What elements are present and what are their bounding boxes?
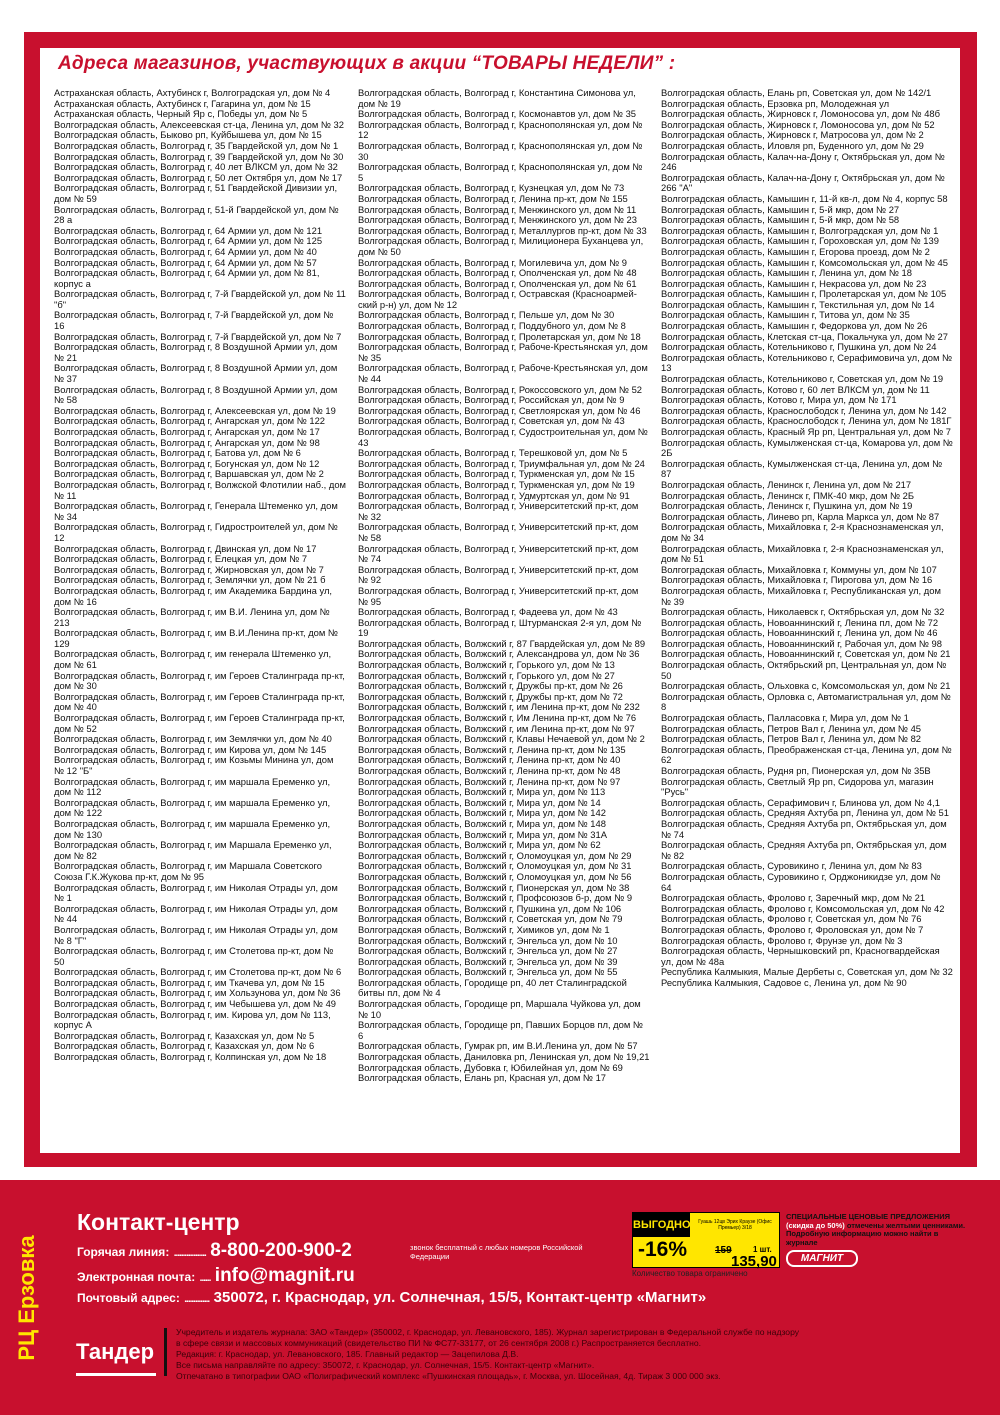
address-item: Волгоградская область, Волгоград г, Кузнецкая ул, дом № 73 <box>358 182 625 194</box>
address-item: Волгоградская область, Волгоград г, Университетский пр-кт, дом № 95 <box>358 584 639 607</box>
address-item: Волгоградская область, Суровикино г, Орджоникидзе ул, дом № 64 <box>661 870 941 893</box>
address-item: Волгоградская область, Михайловка г, 2-я Краснознаменская ул, дом № 51 <box>661 542 944 565</box>
address-item: Астраханская область, Ахтубинск г, Волгоградская ул, дом № 4 <box>54 87 331 98</box>
address-item: Волгоградская область, Волгоград г, Батова ул, дом № 6 <box>54 447 301 459</box>
address-item: Волгоградская область, Елань рп, Советская ул, дом № 142/1 <box>661 87 932 98</box>
address-item: Волгоградская область, Волгоград г, Туркменская ул, дом № 19 <box>358 478 635 490</box>
address-item: Волгоградская область, Новоаннинский г, Ленина ул, дом № 46 <box>661 627 938 639</box>
promo-text <box>786 1213 971 1247</box>
address-item: Волгоградская область, Камышин г, 5-й мкр, дом № 58 <box>661 214 900 226</box>
address-item: Волгоградская область, Волгоград г, им Героев Сталинграда пр-кт, дом № 52 <box>54 712 345 734</box>
address-item: Волгоградская область, Волгоград г, Казахская ул, дом № 6 <box>54 1040 315 1052</box>
address-item: Волгоградская область, Волгоград г, Жирновская ул, дом № 7 <box>54 563 324 575</box>
tag-label: ВЫГОДНО <box>633 1213 690 1237</box>
address-item: Волгоградская область, Волгоград г, Двинская ул, дом № 17 <box>54 542 317 554</box>
divider <box>164 1328 167 1376</box>
tag-product: Гуашь 12цв Эрих Краузе (Офис Премьер) 3/18 <box>698 1219 772 1231</box>
address-item: Волгоградская область, Волжский г, Мира ул, дом № 142 <box>358 807 606 819</box>
hotline-number[interactable]: 8-800-200-900-2 <box>210 1240 352 1261</box>
address-item: Волгоградская область, Волгоград г, им Хользунова ул, дом № 36 <box>54 987 341 999</box>
address-item: Волгоградская область, Краснослободск г, Ленина ул, дом № 181Г <box>661 415 952 427</box>
address-item: Волгоградская область, Волгоград г, Алексеевская ул, дом № 19 <box>54 404 336 416</box>
address-item: Волгоградская область, Волгоград г, Фадеева ул, дом № 43 <box>358 606 618 618</box>
address-item: Волгоградская область, Волгоград г, Университетский пр-кт, дом № 58 <box>358 521 639 543</box>
address-item: Волгоградская область, Волгоград г, 64 Армии ул, дом № 40 <box>54 245 317 257</box>
address-item: Волгоградская область, Волгоград г, Константина Симонова ул, дом № 19 <box>358 87 636 109</box>
address-item: Волгоградская область, Волжский г, Оломоуцкая ул, дом № 31 <box>358 860 632 872</box>
address-item: Волгоградская область, Волгоград г, 50 лет Октября ул, дом № 17 <box>54 171 343 183</box>
address-item: Волгоградская область, Волгоград г, им маршала Еременко ул, дом № 112 <box>54 775 331 798</box>
address-item: Волгоградская область, Средняя Ахтуба рп, Октябрьская ул, дом № 74 <box>661 817 947 840</box>
address-item: Волгоградская область, Кумылженская ст-ца, Комарова ул, дом № 2Б <box>661 436 953 459</box>
address-item: Волгоградская область, Волгоград г, им В.И. Ленина ул, дом № 213 <box>54 606 330 628</box>
email-row <box>77 1265 355 1287</box>
leader-dots: ...... <box>199 1273 211 1284</box>
address-item: Волгоградская область, Михайловка г, Пирогова ул, дом № 16 <box>661 574 933 586</box>
address-item: Волгоградская область, Жирновск г, Ломоносова ул, дом № 52 <box>661 118 935 130</box>
address-item: Волгоградская область, Алексеевская ст-ца, Ленина ул, дом № 32 <box>54 118 344 130</box>
address-item: Волгоградская область, Волгоград г, им Николая Отрады ул, дом № 8 "Г" <box>54 923 338 946</box>
address-item: Волгоградская область, Волжский г, Мира ул, дом № 113 <box>358 786 606 798</box>
address-item: Волгоградская область, Михайловка г, 2-я Краснознаменская ул, дом № 34 <box>661 521 944 543</box>
address-item: Волгоградская область, Петров Вал г, Ленина ул, дом № 82 <box>661 733 922 745</box>
address-item: Волгоградская область, Волгоград г, 40 лет ВЛКСМ ул, дом № 32 <box>54 161 338 173</box>
page-title: Адреса магазинов, участвующих в акции “ТОВАРЫ НЕДЕЛИ” : <box>58 53 676 74</box>
address-item: Волгоградская область, Волгоград г, Волжской Флотилии наб., дом № 11 <box>54 478 346 501</box>
address-item: Волгоградская область, Ленинск г, ПМК-40 мкр, дом № 2Б <box>661 489 915 501</box>
address-item: Волгоградская область, Волжский г, Мира ул, дом № 148 <box>358 817 606 829</box>
address-item: Волгоградская область, Волгоград г, Туркменская ул, дом № 15 <box>358 468 635 480</box>
address-item: Волгоградская область, Клетская ст-ца, Покальчука ул, дом № 27 <box>661 330 948 342</box>
address-item: Волгоградская область, Палласовка г, Мира ул, дом № 1 <box>661 712 909 724</box>
address-item: Волгоградская область, Котельниково г, Пушкина ул, дом № 24 <box>661 341 937 353</box>
address-item: Волгоградская область, Камышин г, Титова ул, дом № 35 <box>661 309 910 321</box>
address-item: Волгоградская область, Николаевск г, Октябрьская ул, дом № 32 <box>661 606 945 618</box>
promo-highlight: (скидка до 50%) <box>786 1220 845 1230</box>
address-item: Волгоградская область, Фролово г, Заречный мкр, дом № 21 <box>661 892 926 904</box>
address-item: Волгоградская область, Волгоград г, Рабоче-Крестьянская ул, дом № 44 <box>358 362 648 385</box>
address-item: Волгоградская область, Волгоград г, Штурманская 2-я ул, дом № 19 <box>358 616 642 639</box>
address-item: Волгоградская область, Волжский г, Пионерская ул, дом № 38 <box>358 881 630 893</box>
address-item: Волгоградская область, Жирновск г, Ломоносова ул, дом № 48б <box>661 108 941 120</box>
address-item: Волгоградская область, Волгоград г, им. Кирова ул, дом № 113, корпус А <box>54 1008 331 1031</box>
address-item: Волгоградская область, Волгоград г, им Ткачева ул, дом № 15 <box>54 976 325 988</box>
address-item: Волгоградская область, Калач-на-Дону г, Октябрьская ул, дом № 266 "А" <box>661 171 945 194</box>
address-item: Волгоградская область, Ерзовка рп, Молодежная ул <box>661 97 890 109</box>
address-item: Волгоградская область, Волгоград г, им Героев Сталинграда пр-кт, дом № 30 <box>54 669 345 692</box>
hotline-note: звонок бесплатный с любых номеров Российской Федерации <box>410 1243 583 1261</box>
address-item: Волгоградская область, Котельниково г, Советская ул, дом № 19 <box>661 373 944 385</box>
address-item: Волгоградская область, Городище рп, Маршала Чуйкова ул, дом № 10 <box>358 998 641 1020</box>
contact-center-title: Контакт-центр <box>77 1209 240 1235</box>
leader-dots: .............. <box>184 1294 210 1305</box>
magnit-logo: МАГНИТ <box>786 1250 858 1267</box>
address-item: Волгоградская область, Волжский г, Оломоуцкая ул, дом № 56 <box>358 870 632 882</box>
email-label: Электронная почта: <box>77 1270 196 1284</box>
address-item: Волгоградская область, Камышин г, Текстильная ул, дом № 14 <box>661 298 935 310</box>
address-item: Волгоградская область, Волгоград г, Краснополянская ул, дом № 12 <box>358 118 643 141</box>
address-item: Волгоградская область, Волгоград г, им Маршала Советского Союза Г.К.Жукова пр-кт, дом № 95 <box>54 860 322 882</box>
address-item: Волгоградская область, Гумрак рп, им В.И.Ленина ул, дом № 57 <box>358 1040 638 1052</box>
address-item: Волгоградская область, Волгоград г, Удмуртская ул, дом № 91 <box>358 489 630 501</box>
promo-body: отмечены желтыми ценниками. Подробную информацию можно найти в журнале <box>786 1220 966 1247</box>
address-item: Волгоградская область, Быково рп, Куйбышева ул, дом № 15 <box>54 129 322 141</box>
address-item: Волгоградская область, Волгоград г, 7-й Гвардейской ул, дом № 7 <box>54 330 342 342</box>
address-item: Волгоградская область, Волжский г, Мира ул, дом № 31А <box>358 828 607 840</box>
address-item: Волгоградская область, Волгоград г, Милиционера Буханцева ул, дом № 50 <box>358 235 644 257</box>
address-item: Волгоградская область, Волгоград г, им Козьмы Минина ул, дом № 12 "Б" <box>54 754 334 776</box>
address-item: Волгоградская область, Волгоград г, им Столетова пр-кт, дом № 50 <box>54 945 334 967</box>
address-item: Волгоградская область, Волжский г, Оломоуцкая ул, дом № 29 <box>358 849 632 861</box>
address-item: Волгоградская область, Камышин г, Некрасова ул, дом № 23 <box>661 277 927 289</box>
tag-discount: -16% <box>637 1238 688 1261</box>
address-item: Волгоградская область, Волгоград г, Менжинского ул, дом № 23 <box>358 214 637 226</box>
address-item: Волгоградская область, Волжский г, им Ленина пр-кт, дом № 97 <box>358 722 635 734</box>
address-item: Волгоградская область, Калач-на-Дону г, Октябрьская ул, дом № 246 <box>661 150 945 173</box>
address-item: Волгоградская область, Дубовка г, Юбилейная ул, дом № 69 <box>358 1061 623 1073</box>
address-item: Волгоградская область, Волгоград г, Советская ул, дом № 43 <box>358 415 625 427</box>
address-item: Волгоградская область, Волгоград г, Судостроительная ул, дом № 43 <box>358 426 648 448</box>
address-item: Волгоградская область, Ленинск г, Пушкина ул, дом № 19 <box>661 500 913 512</box>
address-item: Волгоградская область, Волжский г, Энгельса ул, дом № 27 <box>358 945 618 957</box>
address-item: Волгоградская область, Камышин г, Егорова проезд, дом № 2 <box>661 245 930 257</box>
address-item: Волгоградская область, Волгоград г, им Героев Сталинграда пр-кт, дом № 40 <box>54 690 345 713</box>
address-item: Волгоградская область, Волжский г, Энгельса ул, дом № 55 <box>358 966 618 978</box>
hotline-label: Горячая линия: <box>77 1245 170 1259</box>
address-item: Волгоградская область, Волгоград г, им Кирова ул, дом № 145 <box>54 743 327 755</box>
address-item: Астраханская область, Ахтубинск г, Гагарина ул, дом № 15 <box>54 97 311 109</box>
tag-old-price: 159 <box>715 1245 732 1256</box>
address-column-3 <box>661 88 953 988</box>
address-item: Волгоградская область, Средняя Ахтуба рп, Ленина ул, дом № 51 <box>661 807 949 819</box>
address-item: Волгоградская область, Волжский г, им Ленина пр-кт, дом № 232 <box>358 701 640 713</box>
address-item: Волгоградская область, Камышин г, 5-й мкр, дом № 27 <box>661 203 900 215</box>
address-item: Волгоградская область, Чернышковский рп, Красногвардейская ул, дом № 48а <box>661 945 940 967</box>
address-item: Волгоградская область, Волжский г, Им Ленина пр-кт, дом № 76 <box>358 712 637 724</box>
address-item: Волгоградская область, Волжский г, Энгельса ул, дом № 10 <box>358 934 618 946</box>
address-item: Волгоградская область, Камышин г, Гороховская ул, дом № 139 <box>661 235 939 247</box>
address-item: Волгоградская область, Волгоград г, Университетский пр-кт, дом № 92 <box>358 563 639 586</box>
address-item: Волгоградская область, Камышин г, Комсомольская ул, дом № 45 <box>661 256 948 268</box>
address-item: Волгоградская область, Красный Яр рп, Центральная ул, дом № 7 <box>661 426 951 437</box>
address-item: Волгоградская область, Орловка с, Автомагистральная ул, дом № 8 <box>661 690 951 713</box>
address-item: Волгоградская область, Волжский г, Горького ул, дом № 27 <box>358 669 615 681</box>
address-item: Волгоградская область, Ольховка с, Комсомольская ул, дом № 21 <box>661 680 951 692</box>
address-item: Волгоградская область, Волжский г, Советская ул, дом № 79 <box>358 913 623 925</box>
address-item: Волгоградская область, Волгоград г, им Землячки ул, дом № 40 <box>54 733 332 745</box>
address-item: Волгоградская область, Котельниково г, Серафимовича ул, дом № 13 <box>661 351 953 374</box>
address-item: Волгоградская область, Новоаннинский г, Советская ул, дом № 21 <box>661 648 951 660</box>
address-item: Волгоградская область, Преображенская ст-ца, Ленина ул, дом № 62 <box>661 743 952 766</box>
address-item: Волгоградская область, Волгоград г, им маршала Еременко ул, дом № 122 <box>54 796 331 819</box>
address-item: Волгоградская область, Волгоград г, 64 Армии ул, дом № 81, корпус а <box>54 267 320 289</box>
address-item: Республика Калмыкия, Малые Дербеты с, Советская ул, дом № 32 <box>661 966 953 978</box>
address-item: Волгоградская область, Иловля рп, Буденного ул, дом № 29 <box>661 139 924 151</box>
address-item: Волгоградская область, Волгоград г, Ополченская ул, дом № 48 <box>358 267 637 279</box>
address-item: Волгоградская область, Волгоград г, Рабоче-Крестьянская ул, дом № 35 <box>358 341 648 363</box>
address-item: Волгоградская область, Суровикино г, Ленина ул, дом № 83 <box>661 860 922 872</box>
address-item: Волгоградская область, Петров Вал г, Ленина ул, дом № 45 <box>661 722 922 734</box>
address-item: Волгоградская область, Волгоград г, Светлоярская ул, дом № 46 <box>358 404 641 416</box>
address-item: Волгоградская область, Волгоград г, Ангарская ул, дом № 98 <box>54 436 320 448</box>
address-item: Волгоградская область, Рудня рп, Пионерская ул, дом № 35В <box>661 765 931 776</box>
address-item: Волгоградская область, Новоаннинский г, Рабочая ул, дом № 98 <box>661 637 942 649</box>
address-item: Волгоградская область, Волжский г, Горького ул, дом № 13 <box>358 659 615 671</box>
address-item: Волгоградская область, Волжский г, 87 Гвардейская ул, дом № 89 <box>358 637 646 649</box>
address-item: Волгоградская область, Волжский г, Дружбы пр-кт, дом № 72 <box>358 690 623 702</box>
address-item: Волгоградская область, Жирновск г, Матросова ул, дом № 2 <box>661 129 924 141</box>
hotline-row <box>77 1240 352 1262</box>
address-item: Волгоградская область, Фролово г, Комсомольская ул, дом № 42 <box>661 902 945 914</box>
promo-heading: СПЕЦИАЛЬНЫЕ ЦЕНОВЫЕ ПРЕДЛОЖЕНИЯ <box>786 1212 950 1221</box>
address-row <box>77 1289 706 1307</box>
address-item: Волгоградская область, Волгоград г, Краснополянская ул, дом № 30 <box>358 139 643 162</box>
address-item: Волгоградская область, Светлый Яр рп, Сидорова ул, магазин "Русь" <box>661 775 934 798</box>
address-item: Волгоградская область, Волгоград г, Казахская ул, дом № 5 <box>54 1029 315 1041</box>
postal-address: 350072, г. Краснодар, ул. Солнечная, 15/5, Контакт-центр «Магнит» <box>213 1289 707 1306</box>
legal-line: Учредитель и издатель журнала: ЗАО «Тандер» (350002, г. Краснодар, ул. Левановского, 185). Журнал зарегистрирован в Федеральной службе по надзору <box>176 1327 800 1337</box>
address-item: Волгоградская область, Волгоград г, 64 Армии ул, дом № 121 <box>54 224 323 236</box>
address-item: Волгоградская область, Волгоград г, Рокоссовского ул, дом № 52 <box>358 383 643 395</box>
address-item: Волгоградская область, Волгоград г, Гидростроителей ул, дом № 12 <box>54 521 338 543</box>
address-item: Волгоградская область, Кумылженская ст-ца, Ленина ул, дом № 87 <box>661 457 943 480</box>
address-item: Волгоградская область, Камышин г, 11-й кв-л, дом № 4, корпус 58 <box>661 192 948 204</box>
address-item: Волгоградская область, Волгоград г, им Академика Бардина ул, дом № 16 <box>54 584 333 607</box>
address-item: Волгоградская область, Волжский г, Ленина пр-кт, дом № 40 <box>358 754 621 766</box>
address-item: Волгоградская область, Камышин г, Волгоградская ул, дом № 1 <box>661 224 939 236</box>
address-item: Волгоградская область, Камышин г, Федоркова ул, дом № 26 <box>661 320 928 332</box>
address-item: Волгоградская область, Волгоград г, 8 Воздушной Армии ул, дом № 21 <box>54 341 338 363</box>
address-item: Волгоградская область, Волжский г, Ленина пр-кт, дом № 48 <box>358 765 621 776</box>
address-item: Волгоградская область, Волгоград г, Ангарская ул, дом № 17 <box>54 426 320 437</box>
address-item: Волгоградская область, Линево рп, Карла Маркса ул, дом № 87 <box>661 510 940 522</box>
address-item: Волгоградская область, Волгоград г, Ангарская ул, дом № 122 <box>54 415 326 427</box>
address-item: Волгоградская область, Волжский г, Энгельса ул, дом № 39 <box>358 955 618 967</box>
leader-dots: .................. <box>173 1248 206 1259</box>
address-item: Волгоградская область, Волгоград г, Космонавтов ул, дом № 35 <box>358 108 637 120</box>
address-item: Волгоградская область, Волжский г, Профсоюзов б-р, дом № 9 <box>358 892 633 904</box>
address-item: Волгоградская область, Фролово г, Фрунзе ул, дом № 3 <box>661 934 903 946</box>
address-item: Волгоградская область, Волгоград г, Землячки ул, дом № 21 б <box>54 574 326 586</box>
address-item: Волгоградская область, Елань рп, Красная ул, дом № 17 <box>358 1072 607 1084</box>
address-item: Волгоградская область, Волгоград г, 51-й Гвардейской ул, дом № 28 а <box>54 203 339 226</box>
address-item: Волгоградская область, Волжский г, Химиков ул, дом № 1 <box>358 923 610 935</box>
address-column-2 <box>358 88 650 1084</box>
address-item: Волгоградская область, Волгоград г, Колпинская ул, дом № 18 <box>54 1051 327 1063</box>
address-item: Волгоградская область, Волгоград г, 8 Воздушной Армии ул, дом № 37 <box>54 362 338 385</box>
address-item: Астраханская область, Черный Яр с, Победы ул, дом № 5 <box>54 108 308 120</box>
address-item: Волгоградская область, Волгоград г, им Николая Отрады ул, дом № 44 <box>54 902 338 925</box>
address-item: Волгоградская область, Даниловка рп, Ленинская ул, дом № 19,21 <box>358 1051 650 1063</box>
address-item: Волгоградская область, Краснослободск г, Ленина ул, дом № 142 <box>661 404 947 416</box>
address-item: Волгоградская область, Камышин г, Ленина ул, дом № 18 <box>661 267 912 279</box>
address-item: Волгоградская область, Волгоград г, им Маршала Еременко ул, дом № 82 <box>54 839 332 861</box>
email-link[interactable]: info@magnit.ru <box>214 1265 355 1286</box>
address-item: Волгоградская область, Камышин г, Пролетарская ул, дом № 105 <box>661 288 947 300</box>
address-item: Волгоградская область, Волжский г, Клавы Нечаевой ул, дом № 2 <box>358 733 645 745</box>
address-item: Волгоградская область, Волгоград г, 64 Армии ул, дом № 57 <box>54 256 317 268</box>
address-item: Волгоградская область, Волгоград г, 35 Гвардейской ул, дом № 1 <box>54 139 339 151</box>
address-item: Волгоградская область, Котово г, Мира ул, дом № 171 <box>661 394 897 406</box>
address-item: Волгоградская область, Волгоград г, им Николая Отрады ул, дом № 1 <box>54 881 338 904</box>
address-item: Волгоградская область, Волгоград г, 64 Армии ул, дом № 125 <box>54 235 323 247</box>
address-item: Волгоградская область, Волгоград г, Пролетарская ул, дом № 18 <box>358 330 641 342</box>
address-item: Волгоградская область, Серафимович г, Блинова ул, дом № 4,1 <box>661 796 940 808</box>
region-label: РЦ Ерзовка <box>14 1235 39 1361</box>
address-item: Волгоградская область, Волгоград г, Ополченская ул, дом № 61 <box>358 277 637 289</box>
address-item: Волгоградская область, Городище рп, 40 лет Сталинградской битвы пл, дом № 4 <box>358 976 627 999</box>
address-item: Волгоградская область, Волжский г, Мира ул, дом № 62 <box>358 839 601 851</box>
address-item: Волгоградская область, Волгоград г, Университетский пр-кт, дом № 32 <box>358 500 639 522</box>
address-item: Волгоградская область, Волгоград г, им Чебышева ул, дом № 49 <box>54 998 337 1010</box>
legal-line: Все письма направляйте по адресу: 350072, г. Краснодар, ул. Солнечная, 15/5. Контакт-центр «Магнит». <box>176 1360 595 1370</box>
address-item: Волгоградская область, Волгоград г, Российская ул, дом № 9 <box>358 394 625 406</box>
address-label: Почтовый адрес: <box>77 1291 180 1305</box>
address-item: Волгоградская область, Новоаннинский г, Ленина пл, дом № 72 <box>661 616 939 628</box>
address-item: Волгоградская область, Средняя Ахтуба рп, Октябрьская ул, дом № 82 <box>661 839 947 861</box>
address-item: Волгоградская область, Волгоград г, Металлургов пр-кт, дом № 33 <box>358 224 647 236</box>
address-item: Волгоградская область, Котово г, 60 лет ВЛКСМ ул, дом № 11 <box>661 383 930 395</box>
limited-quantity-note: Количество товара ограничено <box>632 1269 748 1278</box>
address-item: Волгоградская область, Михайловка г, Коммуны ул, дом № 107 <box>661 563 937 575</box>
tander-logo: Тандер <box>76 1330 156 1376</box>
address-item: Волгоградская область, Волгоград г, Триумфальная ул, дом № 24 <box>358 457 645 469</box>
address-item: Волгоградская область, Волгоград г, Могилевича ул, дом № 9 <box>358 256 628 268</box>
address-item: Волгоградская область, Волгоград г, Краснополянская ул, дом № 5 <box>358 161 643 183</box>
address-item: Волгоградская область, Волжский г, Дружбы пр-кт, дом № 26 <box>358 680 623 692</box>
address-item: Волгоградская область, Волгоград г, 39 Гвардейской ул, дом № 30 <box>54 150 344 162</box>
address-item: Волгоградская область, Фролово г, Советская ул, дом № 76 <box>661 913 922 925</box>
tag-quantity: 1 шт. <box>753 1245 772 1254</box>
address-item: Волгоградская область, Волгоград г, 7-й Гвардейской ул, дом № 11 "б" <box>54 288 346 310</box>
address-item: Волгоградская область, Волгоград г, Елецкая ул, дом № 7 <box>54 553 308 565</box>
address-item: Волгоградская область, Волгоград г, Генерала Штеменко ул, дом № 34 <box>54 500 338 522</box>
address-item: Волгоградская область, Волгоград г, им маршала Еременко ул, дом № 130 <box>54 817 331 840</box>
address-item: Волгоградская область, Волгоград г, Пельше ул, дом № 30 <box>358 309 615 321</box>
legal-line: Редакция: г. Краснодар, ул. Левановского, 185. Главный редактор — Зацепилова Д.В. <box>176 1349 519 1359</box>
address-item: Волгоградская область, Волгоград г, им Столетова пр-кт, дом № 6 <box>54 966 342 978</box>
address-item: Волгоградская область, Волгоград г, им В.И.Ленина пр-кт, дом № 129 <box>54 627 338 649</box>
address-item: Волгоградская область, Волгоград г, 51 Гвардейской Дивизии ул, дом № 59 <box>54 182 338 204</box>
address-item: Волгоградская область, Волгоград г, Варшавская ул, дом № 2 <box>54 468 324 480</box>
address-item: Волгоградская область, Фролово г, Фроловская ул, дом № 7 <box>661 923 924 935</box>
address-item: Волгоградская область, Волгоград г, Остравская (Красноармей-ский р-н) ул, дом № 12 <box>358 288 637 310</box>
address-item: Волгоградская область, Волгоград г, Терешковой ул, дом № 5 <box>358 447 628 459</box>
legal-info <box>176 1327 799 1382</box>
legal-line: Отпечатано в типографии ОАО «Полиграфический комплекс «Пушкинская площадь», г. Москва, ул. Шосейная, 4д. Тираж 3 000 000 экз. <box>176 1371 721 1381</box>
address-item: Республика Калмыкия, Садовое с, Ленина ул, дом № 90 <box>661 976 907 988</box>
address-item: Волгоградская область, Волгоград г, 7-й Гвардейской ул, дом № 16 <box>54 309 334 332</box>
address-item: Волгоградская область, Волгоград г, 8 Воздушной Армии ул, дом № 58 <box>54 383 338 406</box>
address-item: Волгоградская область, Волгоград г, Ленина пр-кт, дом № 155 <box>358 192 628 204</box>
address-item: Волгоградская область, Волжский г, Ленина пр-кт, дом № 97 <box>358 775 621 787</box>
address-item: Волгоградская область, Волгоград г, Поддубного ул, дом № 8 <box>358 320 626 332</box>
address-item: Волгоградская область, Волгоград г, Менжинского ул, дом № 11 <box>358 203 637 215</box>
address-item: Волгоградская область, Волжский г, Ленина пр-кт, дом № 135 <box>358 743 626 755</box>
address-item: Волгоградская область, Волжский г, Мира ул, дом № 14 <box>358 796 601 808</box>
legal-line: в сфере связи и массовых коммуникаций (свидетельство ПИ № ФС77-33177, от 26 сентября 2008 г.) Распространяется бесплатно. <box>176 1338 702 1348</box>
price-tag-sample <box>632 1212 780 1268</box>
tag-new-price: 135,90 <box>731 1253 777 1270</box>
address-column-1 <box>54 88 346 1063</box>
address-item: Волгоградская область, Волгоград г, Университетский пр-кт, дом № 74 <box>358 542 639 565</box>
address-item: Волгоградская область, Волгоград г, им генерала Штеменко ул, дом № 61 <box>54 648 332 671</box>
address-item: Волгоградская область, Михайловка г, Республиканская ул, дом № 39 <box>661 584 941 607</box>
address-item: Волгоградская область, Волжский г, Пушкина ул, дом № 106 <box>358 902 622 914</box>
address-item: Волгоградская область, Волгоград г, Богунская ул, дом № 12 <box>54 457 320 469</box>
address-item: Волгоградская область, Волжский г, Александрова ул, дом № 36 <box>358 648 640 660</box>
address-item: Волгоградская область, Ленинск г, Ленина ул, дом № 217 <box>661 478 912 490</box>
address-item: Волгоградская область, Октябрьский рп, Центральная ул, дом № 50 <box>661 659 947 681</box>
address-item: Волгоградская область, Городище рп, Павших Борцов пл, дом № 6 <box>358 1019 643 1041</box>
